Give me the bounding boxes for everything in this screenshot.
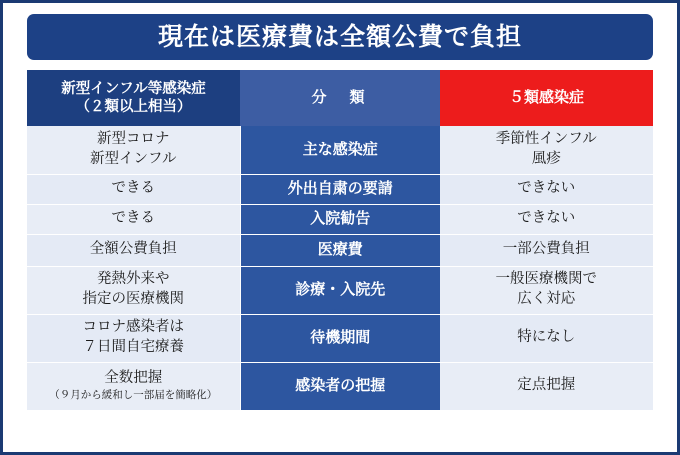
- table-row: [27, 362, 653, 410]
- row-category: 医療費: [240, 234, 440, 266]
- row-left-value: できる: [27, 174, 240, 204]
- row-right-line: 風疹: [531, 150, 561, 167]
- row-left-line: 発熱外来や: [97, 271, 170, 288]
- row-right-line: 一般医療機関で: [495, 271, 597, 288]
- row-right-line: 広く対応: [517, 291, 576, 307]
- row-right-value: 特になし: [440, 314, 653, 362]
- table-row: [27, 234, 653, 266]
- row-right-value: 定点把握: [440, 362, 653, 410]
- row-left-line: ７日間自宅療養: [82, 339, 184, 355]
- comparison-table: [27, 70, 654, 411]
- row-left-line: 指定の医療機関: [82, 291, 184, 307]
- table-row: [27, 126, 653, 174]
- row-left-value: [27, 266, 240, 314]
- row-right-value: [440, 266, 653, 314]
- table-row: [27, 204, 653, 234]
- row-left-line: コロナ感染者は: [82, 319, 184, 336]
- table-header-row: [27, 70, 653, 126]
- header-cell-left: [27, 70, 240, 126]
- title-banner: [27, 14, 653, 60]
- page-title: 現在は医療費は全額公費で負担: [157, 22, 522, 51]
- row-left-value: できる: [27, 204, 240, 234]
- row-left-value: [27, 314, 240, 362]
- table-row: [27, 174, 653, 204]
- row-left-value: [27, 362, 240, 410]
- header-left-line2: （２類以上相当）: [75, 99, 192, 115]
- table-row: [27, 266, 653, 314]
- row-left-value: [27, 126, 240, 174]
- row-category: 入院勧告: [240, 204, 440, 234]
- row-right-value: できない: [440, 174, 653, 204]
- row-right-value: できない: [440, 204, 653, 234]
- row-category: 診療・入院先: [240, 266, 440, 314]
- row-category: 主な感染症: [240, 126, 440, 174]
- row-right-line: 季節性インフル: [495, 131, 597, 148]
- row-right-value: 一部公費負担: [440, 234, 653, 266]
- header-left-line1: 新型インフル等感染症: [61, 80, 206, 97]
- row-left-note: （９月から緩和し一部届を簡略化）: [49, 389, 218, 402]
- row-left-value: 全額公費負担: [27, 234, 240, 266]
- header-cell-middle: 分 類: [240, 70, 440, 126]
- row-category: 待機期間: [240, 314, 440, 362]
- row-left-line: 全数把握: [104, 369, 163, 386]
- row-left-line: 新型コロナ: [97, 131, 170, 148]
- row-category: 感染者の把握: [240, 362, 440, 410]
- row-left-line: 新型インフル: [90, 150, 177, 167]
- header-cell-right: ５類感染症: [440, 70, 653, 126]
- row-right-value: [440, 126, 653, 174]
- table-row: [27, 314, 653, 362]
- row-category: 外出自粛の要請: [240, 174, 440, 204]
